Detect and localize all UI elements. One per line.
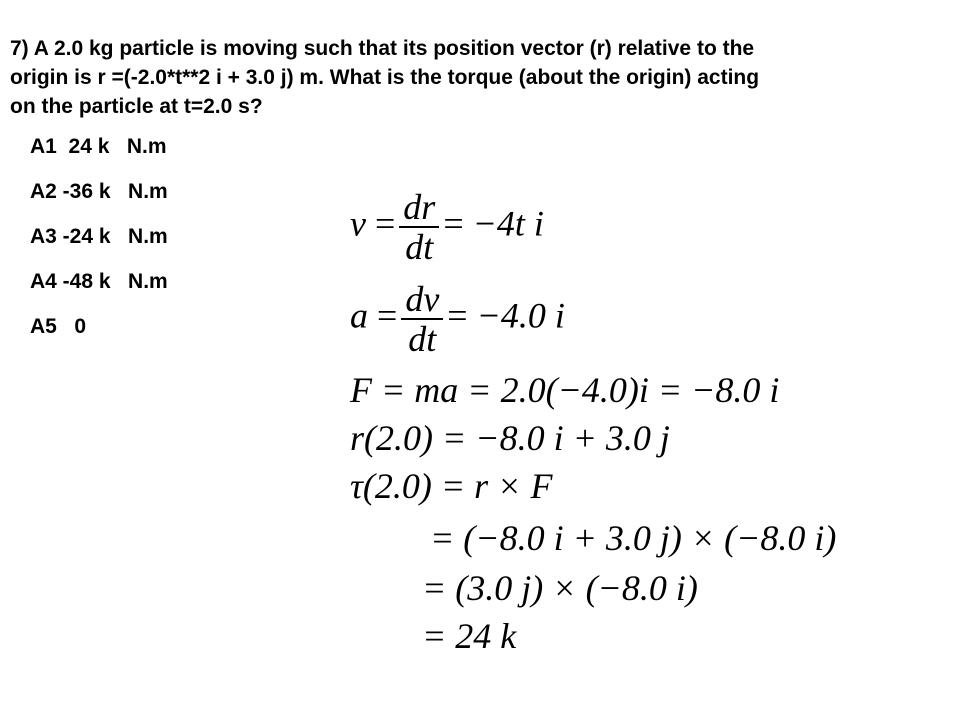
fraction-denominator: dt xyxy=(408,319,437,359)
velocity-equation: v = $\frac{dr}{dt}$ = −4t i xyxy=(350,187,544,267)
answer-a2: A2 -36 k N.m xyxy=(30,180,168,203)
torque-step-1-text: = (−8.0 i + 3.0 j) × (−8.0 i) xyxy=(430,518,837,558)
force-equation-text: F = ma = 2.0(−4.0)i = −8.0 i xyxy=(350,370,780,410)
answer-a5: A5 0 xyxy=(30,315,87,338)
answer-a3: A3 -24 k N.m xyxy=(30,225,168,248)
question-line: origin is r =(-2.0*t**2 i + 3.0 j) m. What is the torque (about the origin) acting xyxy=(10,66,760,89)
acceleration-symbol: a xyxy=(350,295,368,336)
question-line: 7) A 2.0 kg particle is moving such that its position vector (r) relative to the xyxy=(10,37,755,60)
position-equation-text: r(2.0) = −8.0 i + 3.0 j xyxy=(350,418,670,458)
fraction-denominator: dt xyxy=(405,227,434,267)
torque-equation-text: τ(2.0) = r × F xyxy=(350,466,553,506)
velocity-symbol: v xyxy=(350,203,366,244)
torque-step-2-text: = (3.0 j) × (−8.0 i) xyxy=(422,568,698,608)
velocity-result: −4t i xyxy=(472,203,544,244)
torque-result xyxy=(404,576,516,656)
answer-a4: A4 -48 k N.m xyxy=(30,270,168,293)
question-line: on the particle at t=2.0 s? xyxy=(10,95,263,118)
acceleration-result: −4.0 i xyxy=(476,295,565,336)
torque-result-text: = 24 k xyxy=(422,616,517,656)
answer-a1: A1 24 k N.m xyxy=(30,135,167,158)
acceleration-equation: a = $\frac{dv}{dt}$ = −4.0 i xyxy=(350,279,565,359)
question-text xyxy=(10,34,910,121)
fraction-numerator: dr xyxy=(399,188,439,228)
fraction-numerator: dv xyxy=(401,280,443,320)
